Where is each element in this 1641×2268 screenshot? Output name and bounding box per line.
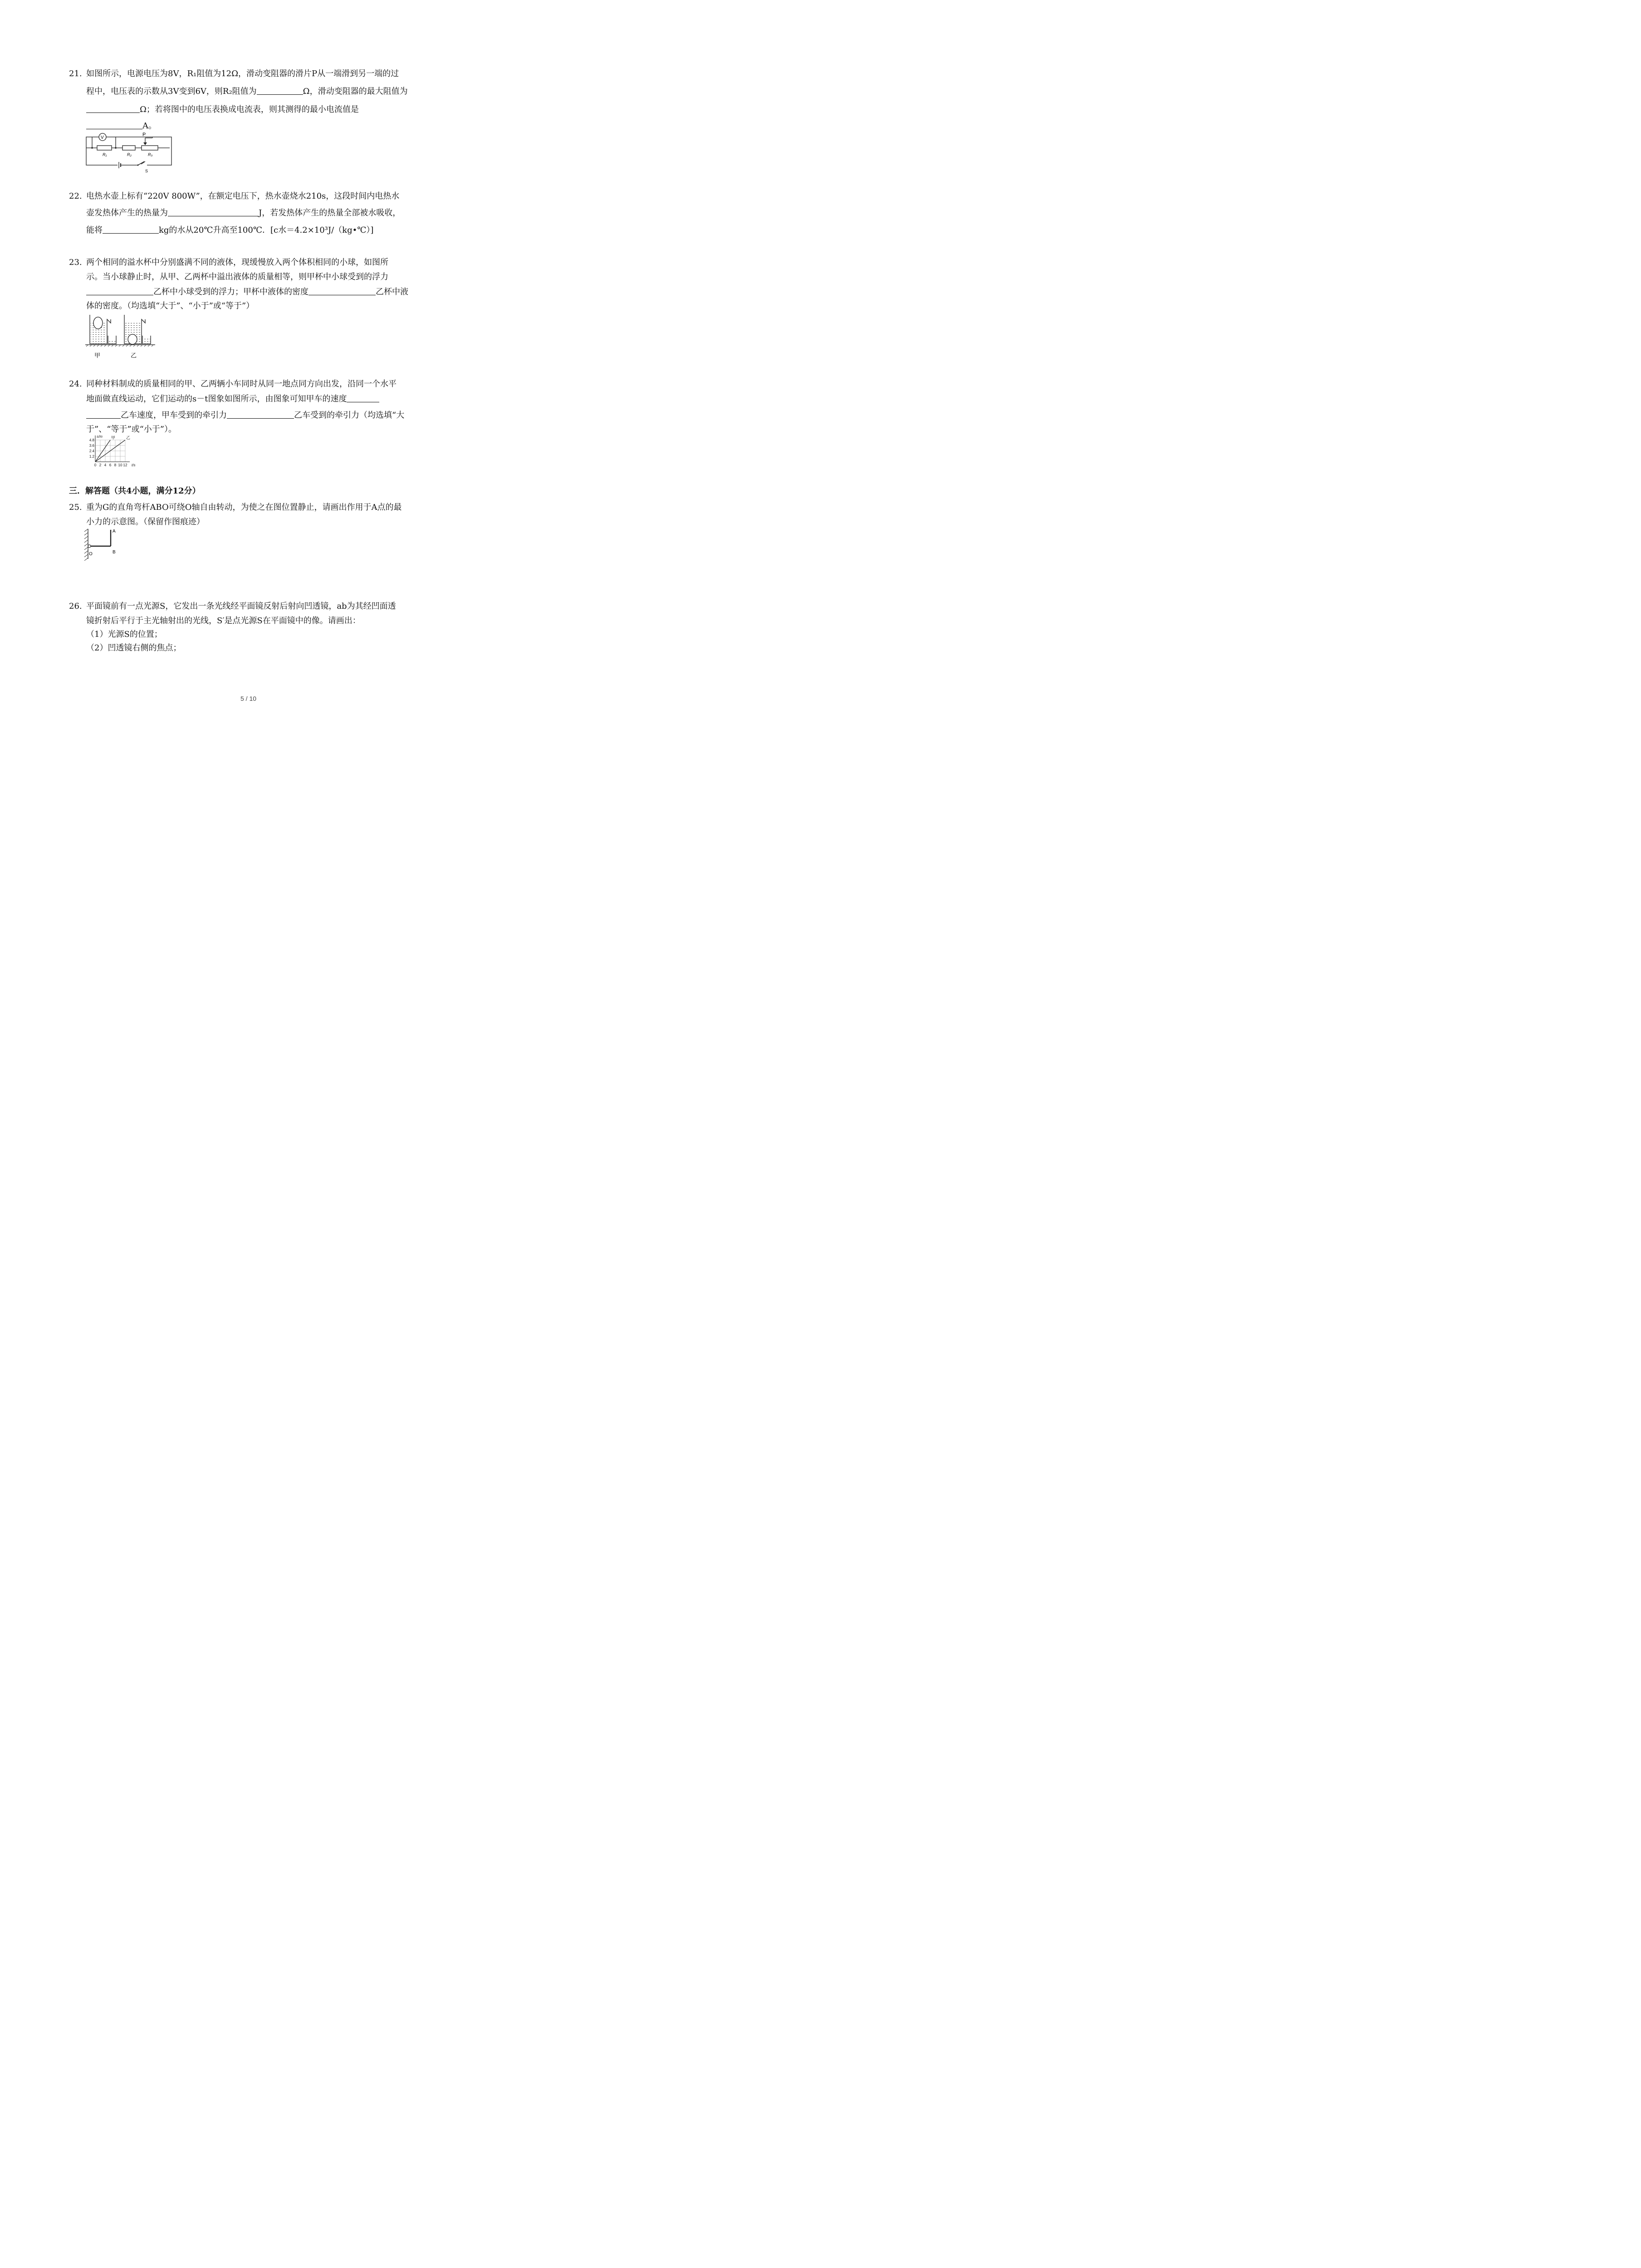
q21-fig-s: S: [145, 169, 148, 173]
q21-fig-r3: R₃: [148, 152, 153, 157]
q21-blank-imin[interactable]: [86, 121, 142, 129]
chart-x-tick-label: 10: [118, 463, 122, 467]
q25-bent-rod-figure: [83, 527, 123, 561]
q21-line2: [86, 86, 408, 97]
q26-line2: 镜折射后平行于主光轴射出的光线，S′是点光源S在平面镜中的像。请画出：: [86, 616, 361, 626]
q21-line2a: 程中，电压表的示数从3V变到6V，则R₂阻值为: [86, 87, 257, 96]
q23-line2: 示。当小球静止时，从甲、乙两杯中溢出液体的质量相等，则甲杯中小球受到的浮力: [86, 272, 388, 282]
q22-line2b: J，若发热体产生的热量全部被水吸收，: [259, 208, 401, 218]
chart-y-tick-label: 2.4: [89, 449, 94, 453]
q26-number: 26.: [69, 601, 82, 611]
q23-line3b: 乙杯中小球受到的浮力；甲杯中液体的密度: [153, 287, 309, 297]
q24-blank-speed[interactable]: [347, 394, 379, 402]
q22-line2a: 壶发热体产生的热量为: [86, 208, 168, 218]
q23-line3: [86, 287, 408, 297]
chart-y-axis-label: s/m: [97, 435, 103, 439]
q21-fig-p: P: [142, 132, 146, 137]
q25-number: 25.: [69, 503, 82, 512]
chart-x-tick-label: 8: [114, 463, 117, 467]
q24-blank-speed-cont[interactable]: [86, 410, 121, 419]
q24-line3c: 乙车受到的牵引力（均选填“大: [294, 411, 405, 420]
q26-line4: （2）凹透镜右侧的焦点；: [86, 643, 181, 653]
q21-line3b: Ω；若将图中的电压表换成电流表，则其测得的最小电流值是: [140, 105, 359, 114]
q24-line2a: 地面做直线运动，它们运动的s－t图象如图所示，由图象可知甲车的速度: [86, 394, 347, 404]
chart-x-tick-label: 4: [104, 463, 107, 467]
q21-line4: [86, 121, 157, 131]
q22-line2: [86, 208, 401, 218]
q24-line4: 于”、“等于”或“小于”）。: [86, 425, 177, 434]
q22-line3: [86, 225, 373, 235]
q21-fig-v: V: [101, 135, 104, 140]
q22-number: 22.: [69, 191, 82, 201]
q26-line3: （1）光源S的位置；: [86, 630, 162, 639]
q25-fig-o: O: [89, 552, 93, 557]
chart-x-tick-label: 0: [94, 463, 97, 467]
chart-x-axis-label: t/s: [132, 463, 136, 467]
q24-line3b: 乙车速度，甲车受到的牵引力: [121, 411, 227, 420]
q25-fig-a: A: [113, 529, 116, 534]
q23-cups-figure: [84, 313, 157, 361]
q23-line4: 体的密度。（均选填“大于”、“小于”或“等于”）: [86, 301, 255, 311]
q21-blank-rmax[interactable]: [86, 104, 140, 113]
q23-fig-jia: 甲: [94, 352, 101, 359]
q22-line3b: kg的水从20℃升高至100℃．[c水＝4.2×10³J/（kg•℃）]: [159, 225, 374, 235]
q24-line3: [86, 410, 404, 420]
q22-blank-heat[interactable]: [168, 208, 259, 216]
q21-fig-r2: R₂: [127, 152, 132, 157]
q21-circuit-figure: [84, 132, 175, 174]
q24-number: 24.: [69, 379, 82, 389]
chart-x-tick-label: 6: [109, 463, 112, 467]
q21-number: 21.: [69, 69, 82, 78]
section3-title: 三．解答题（共4小题，满分12分）: [69, 486, 201, 496]
q24-st-chart: [85, 434, 142, 469]
q23-line3c: 乙杯中液: [376, 287, 408, 297]
q23-blank-density[interactable]: [309, 287, 376, 295]
q23-line1: 两个相同的溢水杯中分别盛满不同的液体，现缓慢放入两个体积相同的小球，如图所: [86, 258, 388, 267]
q23-number: 23.: [69, 258, 82, 267]
chart-series-label: 甲: [111, 435, 116, 440]
chart-x-tick-label: 12: [123, 463, 127, 467]
q21-line3: [86, 104, 359, 115]
chart-y-tick-label: 3.6: [89, 444, 94, 448]
q26-line1: 平面镜前有一点光源S，它发出一条光线经平面镜反射后射向凹透镜，ab为其经凹面透: [86, 601, 396, 611]
q22-line1: 电热水壶上标有“220V 800W”，在额定电压下，热水壶烧水210s，这段时间内电热水: [86, 191, 400, 201]
chart-y-tick-label: 4.8: [89, 438, 94, 442]
chart-x-tick-label: 2: [99, 463, 102, 467]
q25-line1: 重为G的直角弯杆ABO可绕O轴自由转动，为使之在图位置静止，请画出作用于A点的最: [86, 503, 402, 512]
q23-blank-buoyancy[interactable]: [86, 287, 153, 295]
q24-line2: [86, 394, 379, 404]
page-number: 5 / 10: [240, 695, 257, 702]
chart-y-tick-label: 1.2: [89, 455, 94, 459]
q21-blank-r2[interactable]: [257, 86, 303, 95]
q22-line3a: 能将: [86, 225, 103, 235]
chart-series-label: 乙: [126, 435, 131, 440]
q21-line2b: Ω，滑动变阻器的最大阻值为: [303, 87, 408, 96]
q23-fig-yi: 乙: [131, 352, 137, 359]
q25-line2: 小力的示意图。（保留作图痕迹）: [86, 517, 205, 527]
q21-line4b: A。: [142, 121, 157, 131]
q21-line1: 如图所示，电源电压为8V，R₁阻值为12Ω，滑动变阻器的滑片P从一端滑到另一端的过: [86, 69, 399, 78]
q21-fig-r1: R₁: [103, 152, 107, 157]
q22-blank-mass[interactable]: [103, 225, 159, 234]
q24-line1: 同种材料制成的质量相同的甲、乙两辆小车同时从同一地点同方向出发，沿同一个水平: [86, 379, 397, 389]
q24-blank-traction[interactable]: [227, 410, 294, 419]
q25-fig-b: B: [113, 550, 116, 555]
